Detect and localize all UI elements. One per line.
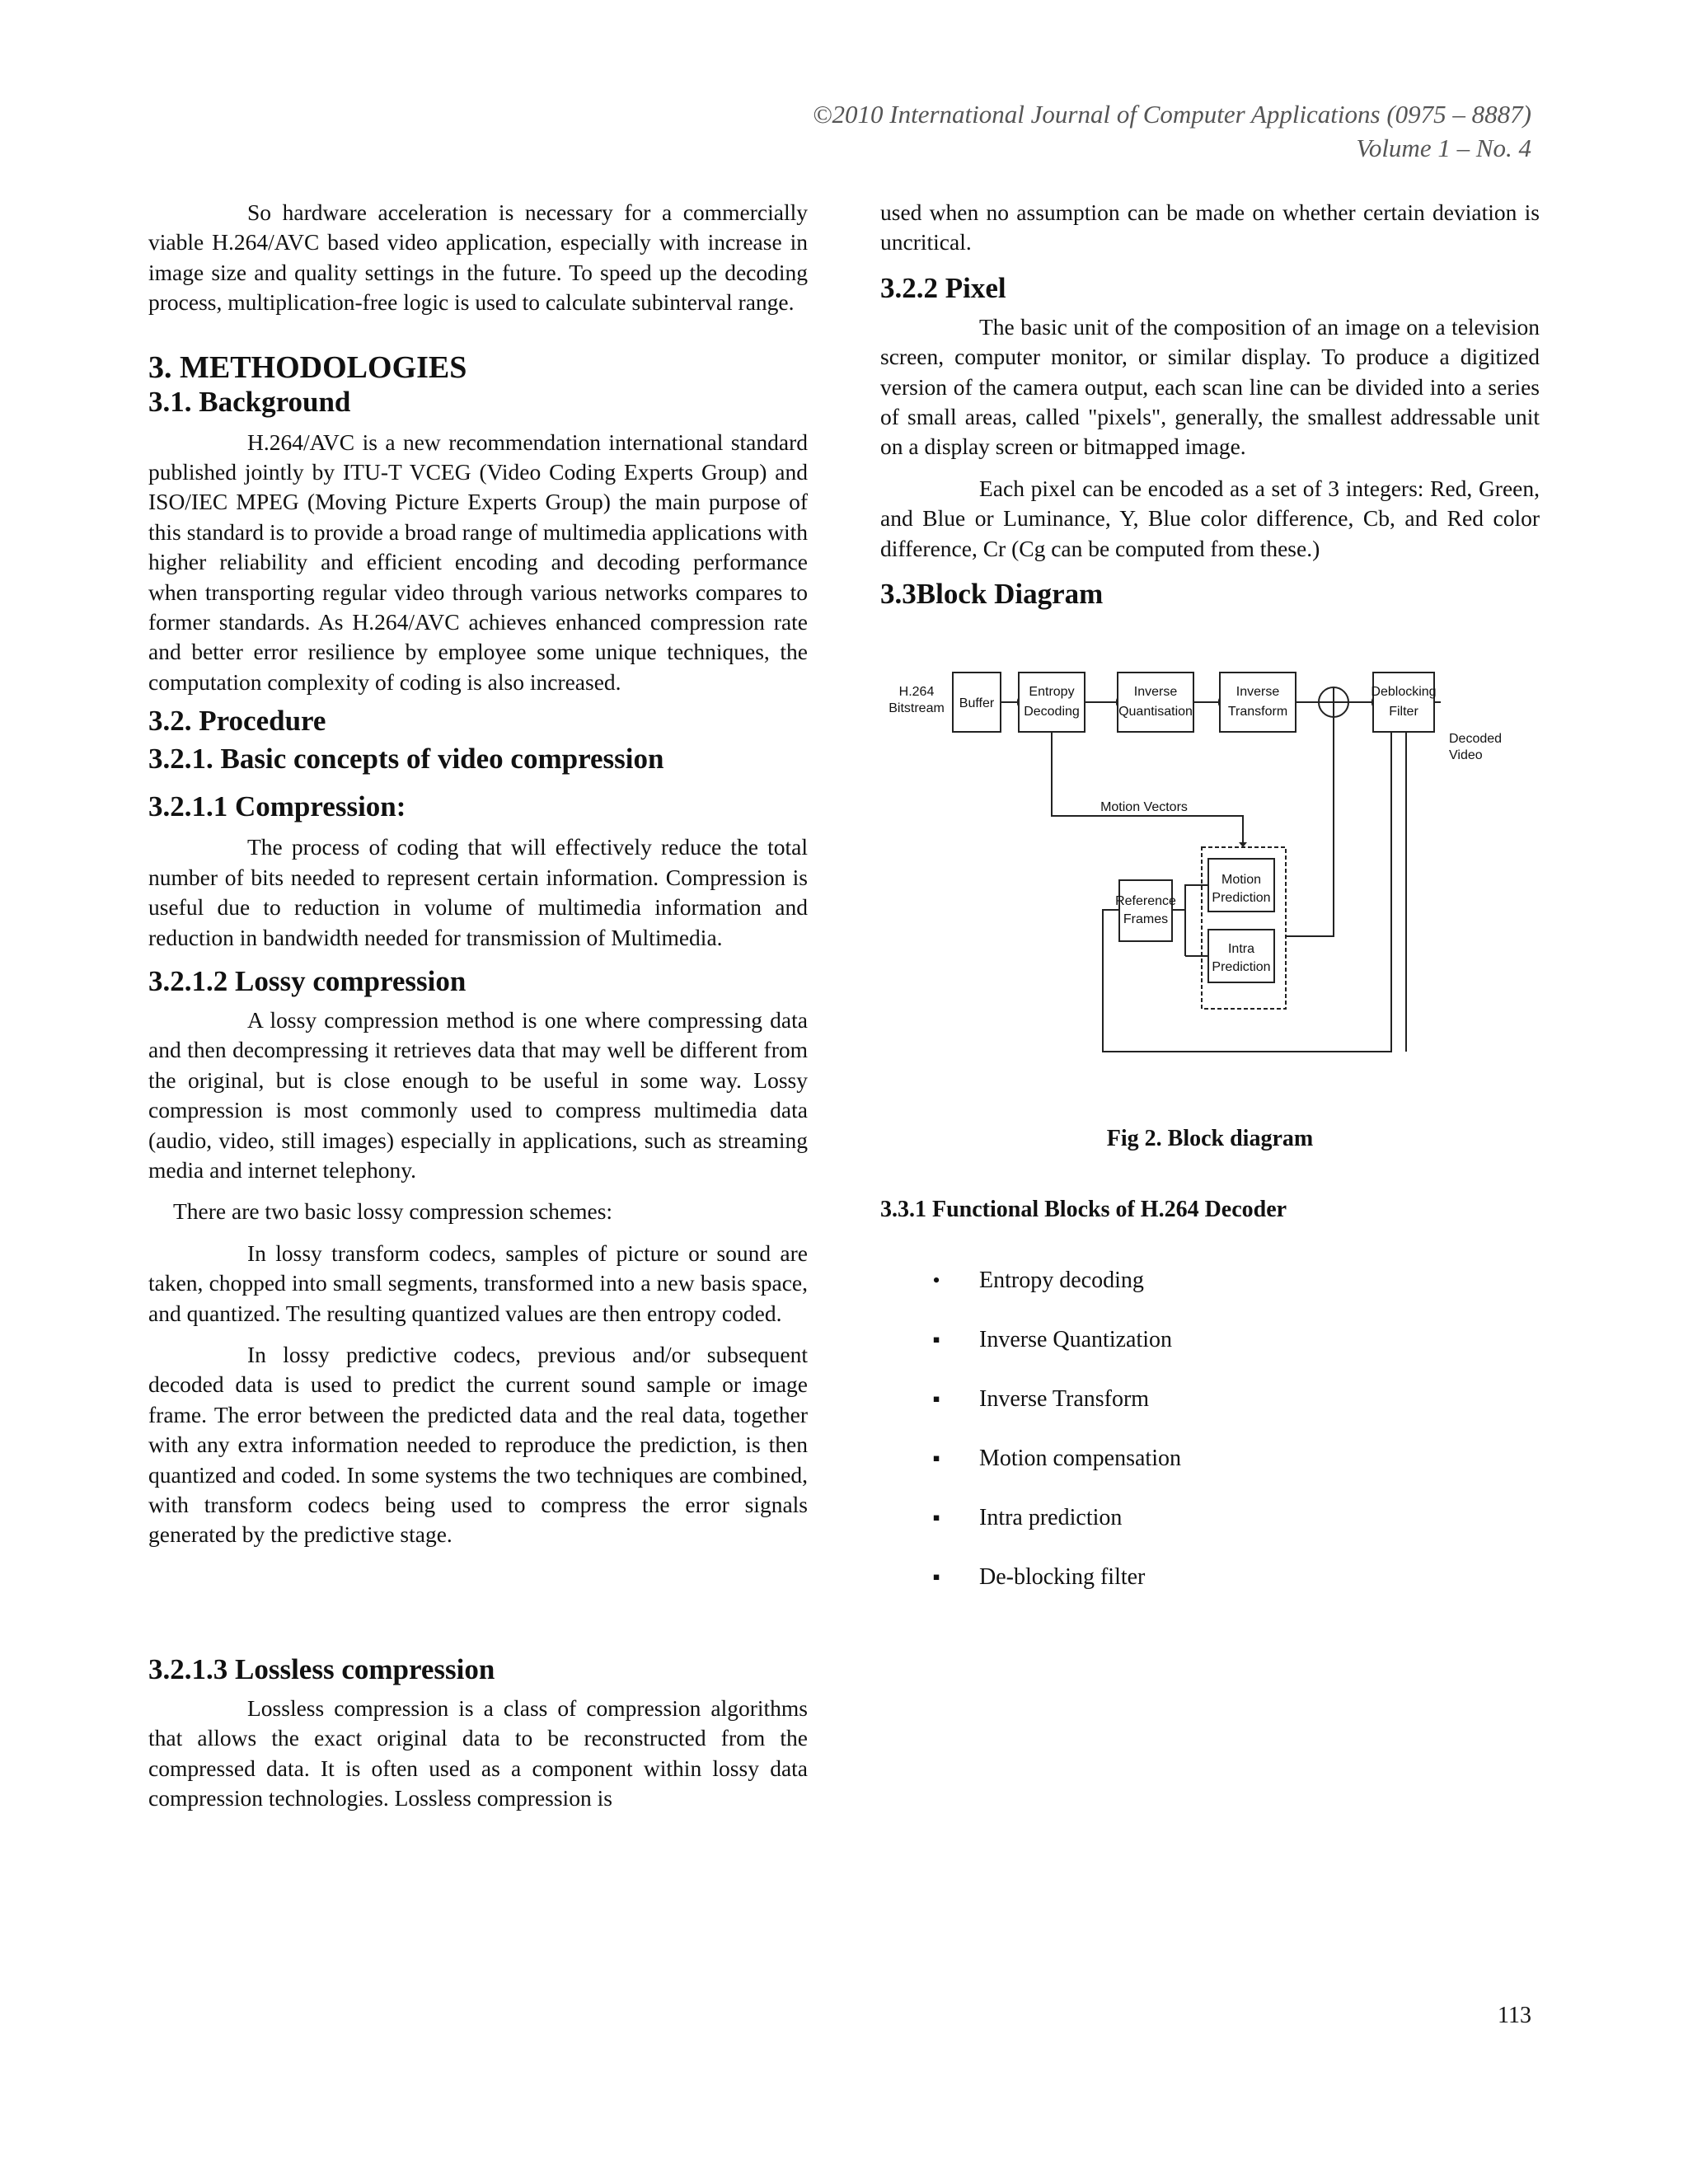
bullet-icon: • bbox=[932, 1268, 940, 1293]
page-number: 113 bbox=[1498, 2003, 1531, 2028]
input-label-line1: H.264 bbox=[898, 685, 935, 700]
list-item-label: Inverse Quantization bbox=[979, 1327, 1173, 1353]
buffer-label: Buffer bbox=[959, 696, 995, 711]
input-label-line2: Bitstream bbox=[889, 701, 945, 716]
entropy-label-line2: Decoding bbox=[1024, 705, 1080, 719]
intro-paragraph: So hardware acceleration is necessary for a commercially viable H.264/AVC based video application, especially with increase in image size and quality settings in the future. To speed up the decoding process, multiplication-free logic is used to calculate subinterval range. bbox=[148, 199, 808, 316]
inverse-q-label-line1: Inverse bbox=[1133, 685, 1178, 700]
section-3-2-1-1-heading: 3.2.1.1 Compression: bbox=[148, 790, 406, 823]
prediction-group bbox=[1202, 847, 1286, 1009]
inverse-t-label-line2: Transform bbox=[1227, 705, 1288, 719]
square-bullet-icon: ▪ bbox=[932, 1506, 940, 1530]
background-paragraph: H.264/AVC is a new recommendation international standard published jointly by ITU-T VCEG (Video Coding Experts Group) and ISO/IEC MPEG (Moving Picture Experts Group) the main purpose of this standard is to provide a broad range of multimedia applications with higher reliability and efficient encoding and decoding performance when transporting regular video through various networks compares to former standards. As H.264/AVC achieves enhanced compression rate and better error resilience by employee some unique techniques, the computation complexity of coding is also increased. bbox=[148, 429, 808, 695]
journal-header bbox=[813, 97, 1531, 165]
list-item-label: Entropy decoding bbox=[979, 1268, 1144, 1294]
list-item bbox=[880, 1444, 1540, 1474]
motion-vectors-label: Motion Vectors bbox=[1100, 800, 1188, 815]
predictive-codecs-paragraph: In lossy predictive codecs, previous and/or subsequent decoded data is used to predict the current sound sample or image frame. The error between the predicted data and the real data, together with any extra information needed to reproduce the prediction, is then quantized and coded. In some systems the two techniques are combined, with transform codecs being used to compress the error signals generated by the predictive stage. bbox=[148, 1341, 808, 1548]
reference-label-line2: Frames bbox=[1123, 912, 1169, 927]
reference-frames-block bbox=[1119, 880, 1172, 941]
pixel-paragraph-1: The basic unit of the composition of an image on a television screen, computer monitor, or similar display. To produce a digitized version of the camera output, each scan line can be divided into a series of small areas, called "pixels", generally, the smallest addressable unit on a display screen or bitmapped image. bbox=[880, 313, 1540, 460]
inverse-q-label-line2: Quantisation bbox=[1118, 705, 1193, 719]
section-3-2-1-heading: 3.2.1. Basic concepts of video compression bbox=[148, 743, 664, 776]
section-3-heading: 3. METHODOLOGIES bbox=[148, 349, 467, 385]
section-3-1-heading: 3.1. Background bbox=[148, 385, 351, 418]
motion-pred-label-line2: Prediction bbox=[1212, 891, 1271, 906]
list-item-label: Inverse Transform bbox=[979, 1386, 1150, 1413]
left-column bbox=[148, 198, 808, 1813]
list-item bbox=[880, 1503, 1540, 1533]
section-3-2-1-2-heading: 3.2.1.2 Lossy compression bbox=[148, 964, 467, 997]
right-column bbox=[880, 198, 1540, 1592]
lossless-paragraph: Lossless compression is a class of compression algorithms that allows the exact original data to be reconstructed from the compressed data. It is often used as a component within lossy data compression technologies. Lossless compression is bbox=[148, 1694, 808, 1811]
list-item bbox=[880, 1385, 1540, 1414]
compression-paragraph: The process of coding that will effectively reduce the total number of bits needed to represent certain information. Compression is useful due to reduction in volume of multimedia information and reduction in bandwidth needed for transmission of Multimedia. bbox=[148, 834, 808, 950]
section-3-3-heading: 3.3Block Diagram bbox=[880, 578, 1104, 611]
functional-blocks-list bbox=[880, 1266, 1540, 1592]
square-bullet-icon: ▪ bbox=[932, 1565, 940, 1590]
intra-prediction-block bbox=[1208, 930, 1274, 982]
deblocking-label-line2: Filter bbox=[1389, 705, 1418, 719]
transform-codecs-paragraph: In lossy transform codecs, samples of picture or sound are taken, chopped into small segments, transformed into a new basis space, and quantized. The resulting quantized values are then entropy coded. bbox=[148, 1240, 808, 1326]
list-item-label: De-blocking filter bbox=[979, 1564, 1146, 1591]
section-3-2-1-3-heading: 3.2.1.3 Lossless compression bbox=[148, 1652, 495, 1685]
schemes-intro: There are two basic lossy compression schemes: bbox=[173, 1198, 613, 1225]
pixel-paragraph-2: Each pixel can be encoded as a set of 3 integers: Red, Green, and Blue or Luminance, Y, Blue color difference, Cb, and Red color difference, Cr (Cg can be computed from these.) bbox=[880, 475, 1540, 561]
journal-volume: Volume 1 – No. 4 bbox=[1356, 134, 1531, 162]
block-diagram-output-label bbox=[1449, 731, 1502, 764]
inverse-t-label-line1: Inverse bbox=[1236, 685, 1280, 700]
list-item bbox=[880, 1325, 1540, 1355]
motion-pred-label-line1: Motion bbox=[1221, 873, 1262, 888]
output-label-line2: Video bbox=[1449, 748, 1483, 762]
inverse-quantisation-block bbox=[1118, 673, 1193, 732]
output-label-line1: Decoded bbox=[1449, 732, 1503, 746]
square-bullet-icon: ▪ bbox=[932, 1328, 940, 1352]
lossy-paragraph: A lossy compression method is one where compressing data and then decompressing it retrieves data that may well be different from the original, but is close enough to be useful in some way. Lossy compression is most commonly used to compress multimedia data (audio, video, still images) especially in applications, such as streaming media and internet telephony. bbox=[148, 1006, 808, 1183]
list-item-label: Motion compensation bbox=[979, 1446, 1181, 1472]
section-3-2-heading: 3.2. Procedure bbox=[148, 705, 326, 738]
square-bullet-icon: ▪ bbox=[932, 1446, 940, 1471]
continuation-paragraph: used when no assumption can be made on whether certain deviation is uncritical. bbox=[880, 199, 1540, 255]
deblocking-label-line1: Deblocking bbox=[1371, 685, 1437, 700]
intra-pred-label-line1: Intra bbox=[1227, 942, 1255, 957]
list-item bbox=[880, 1266, 1540, 1296]
journal-title: ©2010 International Journal of Computer Applications (0975 – 8887) bbox=[813, 100, 1531, 129]
figure-caption: Fig 2. Block diagram bbox=[1106, 1126, 1314, 1152]
intra-pred-label-line2: Prediction bbox=[1212, 960, 1271, 975]
section-3-3-1-heading: 3.3.1 Functional Blocks of H.264 Decoder bbox=[880, 1197, 1287, 1223]
deblocking-filter-block bbox=[1371, 673, 1437, 732]
list-item-label: Intra prediction bbox=[979, 1505, 1123, 1531]
block-diagram bbox=[889, 664, 1441, 1060]
inverse-transform-block bbox=[1220, 673, 1296, 732]
entropy-label-line1: Entropy bbox=[1029, 685, 1075, 700]
reference-label-line1: Reference bbox=[1115, 894, 1176, 909]
section-3-2-2-heading: 3.2.2 Pixel bbox=[880, 271, 1006, 304]
entropy-decoding-block bbox=[1019, 673, 1085, 732]
list-item bbox=[880, 1563, 1540, 1592]
square-bullet-icon: ▪ bbox=[932, 1387, 940, 1412]
